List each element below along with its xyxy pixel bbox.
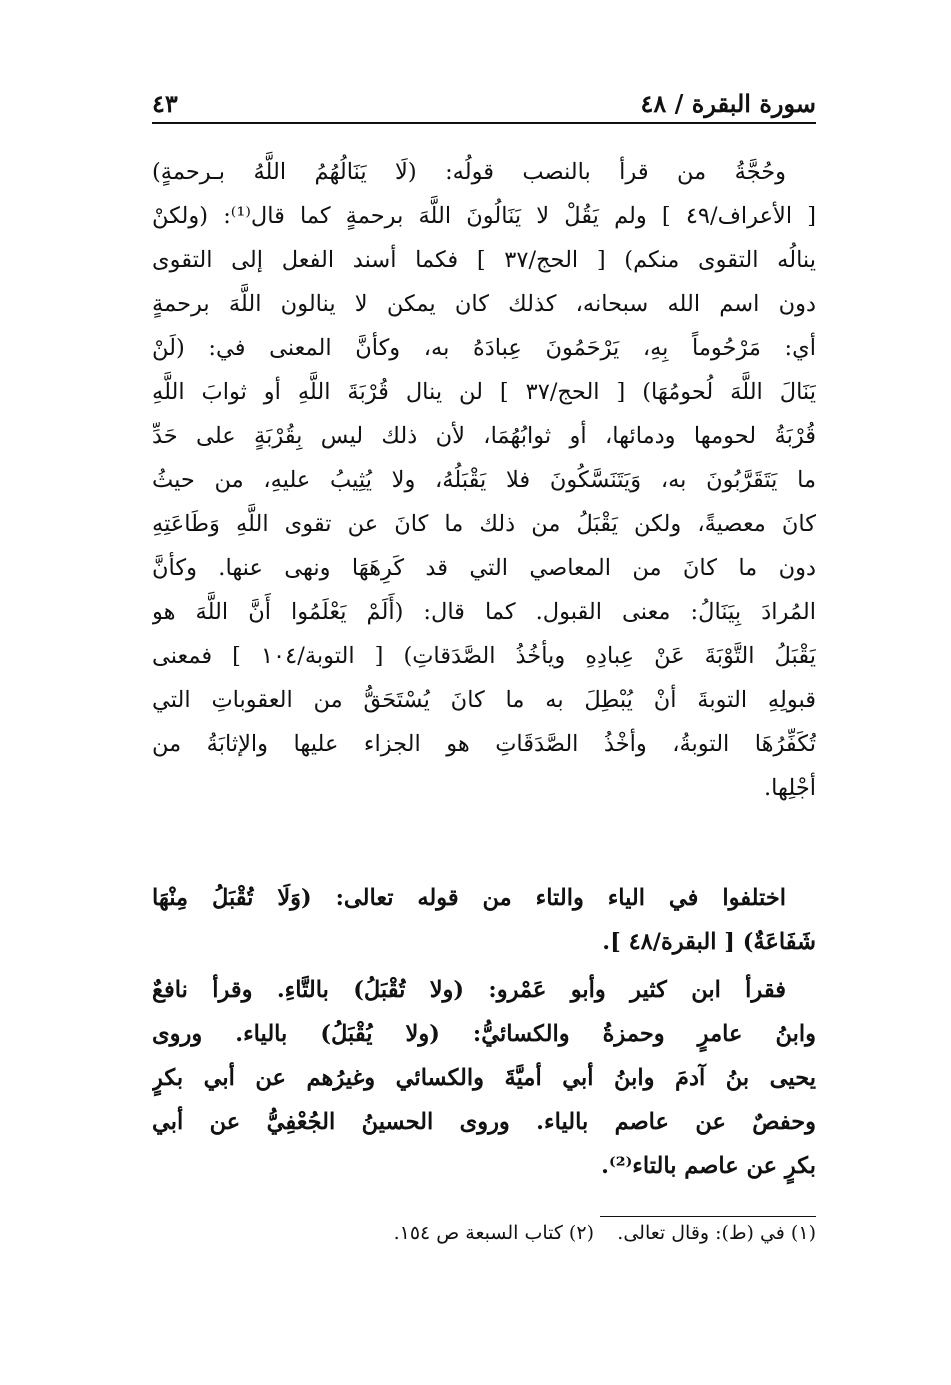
- text-line: أي: مَرْحُوماً بِهِ، يَرْحَمُونَ عِبادَهُ به، وكأنَّ المعنى في: (لَنْ: [152, 335, 816, 361]
- text-line: وحُجَّةُ من قرأ بالنصب قولُه: (لَا يَنَالُهُمُ اللَّهُ بـرحمةٍ): [152, 159, 786, 185]
- footnotes: [152, 1218, 816, 1248]
- footnote-1: (١) في (ط): وقال تعالى.: [617, 1222, 816, 1244]
- page-header: [152, 82, 816, 118]
- header-rule: [152, 122, 816, 124]
- text-line: ما يَتَقَرَّبُونَ به، وَيَتَنَسَّكُونَ فلا يَقْبَلُهُ، ولا يُثِيبُ عليهِ، من حيثُ: [152, 467, 816, 493]
- variant-heading-paragraph: [152, 876, 816, 964]
- text-line: ينالُه التقوى منكم) [ الحج/٣٧ ] فكما أسند الفعل إلى التقوى: [152, 247, 816, 273]
- footnote-2: (٢) كتاب السبعة ص ١٥٤.: [393, 1222, 594, 1244]
- text-line: كانَ معصيةً، ولكن يَقْبَلُ من ذلك ما كانَ عن تقوى اللَّهِ وَطَاعَتِهِ: [152, 511, 816, 537]
- text-line: دون اسم الله سبحانه، كذلك كان يمكن لا ينالون اللَّهَ برحمةٍ: [152, 291, 816, 317]
- readings-paragraph: [152, 968, 816, 1188]
- footnote-rule: [600, 1216, 816, 1217]
- text-line: قُرْبَةُ لحومها ودمائها، أو ثوابُهُمَا، لأن ذلك ليس بِقُرْبَةٍ على حَدِّ: [152, 423, 816, 449]
- text-line: وابنُ عامرٍ وحمزةُ والكسائيُّ: (ولا يُقْبَلُ) بالياء. وروى: [152, 1021, 816, 1047]
- commentary-paragraph: [152, 150, 816, 810]
- text-line: شَفَاعَةٌ) [ البقرة/٤٨ ].: [602, 929, 816, 955]
- text-line: وحفصٌ عن عاصم بالياء. وروى الحسينُ الجُعْفِيُّ عن أبي: [152, 1109, 816, 1135]
- text-line: المُرادَ بِيَنَالُ: معنى القبول. كما قال: (أَلَمْ يَعْلَمُوا أَنَّ اللَّهَ هو: [152, 599, 816, 625]
- text-line: دون ما كانَ من المعاصي التي قد كَرِهَهَا ونهى عنها. وكأنَّ: [152, 555, 816, 581]
- text-line: تُكَفِّرُهَا التوبةُ، وأخْذُ الصَّدَقَاتِ هو الجزاء عليها والإثابَةُ من: [152, 731, 816, 757]
- page-number: ٤٣: [152, 89, 178, 118]
- text-line: يحيى بنُ آدمَ وابنُ أبي أميَّةَ والكسائي وغيرُهم عن أبي بكرٍ: [152, 1065, 816, 1091]
- text-line: بكرٍ عن عاصم بالتاء⁽²⁾.: [601, 1153, 816, 1179]
- text-line: يَنَالَ اللَّهَ لُحومُهَا) [ الحج/٣٧ ] لن ينال قُرْبَةَ اللَّهِ أو ثوابَ اللَّهِ: [152, 379, 816, 405]
- text-line: اختلفوا في الياء والتاء من قوله تعالى: (وَلَا تُقْبَلُ مِنْهَا: [152, 885, 786, 911]
- text-line: فقرأ ابن كثير وأبو عَمْرو: (ولا تُقْبَلُ) بالتَّاءِ. وقرأ نافعٌ: [152, 977, 786, 1003]
- text-line: [ الأعراف/٤٩ ] ولم يَقُلْ لا يَنَالُونَ اللَّهَ برحمةٍ كما قال⁽¹⁾: (ولكنْ: [152, 203, 816, 229]
- text-line: قبولِهِ التوبةَ أنْ يُبْطِلَ به ما كانَ يُسْتَحَقُّ من العقوباتِ التي: [152, 687, 816, 713]
- text-line: يَقْبَلُ التَّوْبَةَ عَنْ عِبادِهِ ويأخُذُ الصَّدَقاتِ) [ التوبة/١٠٤ ] فمعنى: [152, 643, 816, 669]
- surah-reference: سورة البقرة / ٤٨: [640, 89, 816, 118]
- text-line: أجْلِها.: [764, 775, 816, 801]
